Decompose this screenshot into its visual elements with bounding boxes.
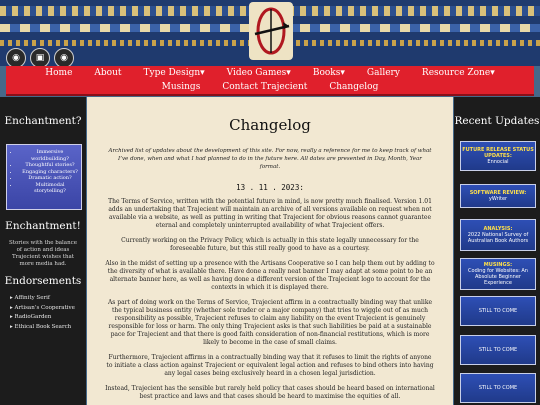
update-card-title: STILL TO COME: [478, 347, 518, 353]
nav-home[interactable]: Home: [45, 68, 73, 78]
caret-down-icon: ▾: [490, 68, 495, 78]
changelog-entry: [105, 198, 435, 405]
page-title: Changelog: [229, 116, 311, 134]
update-card-title: Coding for Websites: An Absolute Beginner Experience: [468, 268, 528, 286]
endorsement-link[interactable]: ▸ Artisan’s Cooperative: [10, 304, 75, 311]
endorsement-link[interactable]: ▸ Affinity Serif: [10, 295, 50, 301]
update-card-kicker: MUSINGS:: [483, 262, 513, 268]
page-intro: Archived list of updates about the development of this site. For now, really a reference for me to keep track of what I’ve done, when and what I had planned to do in the future here. All dates are presented in Day, Month, Year format.: [108, 148, 432, 170]
endorsements-heading: Endorsements: [4, 275, 82, 287]
sidebar-tagline: Stories with the balance of action and ideas Trajecient wishes that more media had.: [9, 240, 77, 267]
update-card[interactable]: [460, 219, 536, 251]
enchantment-bullet: • Dramatic action?: [19, 175, 81, 182]
recent-updates-heading: Recent Updates: [454, 115, 540, 127]
endorsement-label: RadioGarden: [14, 314, 52, 320]
nav-resource-zone-label: Resource Zone: [421, 68, 491, 78]
update-card[interactable]: [460, 141, 536, 171]
update-card-placeholder[interactable]: [460, 335, 536, 365]
entry-paragraph: The Terms of Service, written with the potential future in mind, is now pretty much finalised. Version 1.01 adds an undertaking that Trajecient will maintain an archive of all versions available on request when not available via a website, as well as putting in writing that Trajecient for obvious reasons cannot guarantee eternal and completely uninterrupted availability of what Trajecient offers.: [108, 198, 432, 229]
enchantment-bullet: • Engaging characters?: [19, 169, 81, 176]
entry-paragraph: Also in the midst of setting up a presence with the Artisans Cooperative so I can help them out by adding to the diversity of what is available there. Have done a really neat banner I may adapt at some point to be an alternate banner here, as well as having done a different version of the Trajecient logo to account for the contexts in which it is displayed there.: [105, 260, 435, 291]
update-card-kicker: SOFTWARE REVIEW:: [469, 190, 527, 196]
site-logo[interactable]: [249, 2, 293, 60]
social-icon-1[interactable]: ◉: [6, 48, 26, 66]
enchantment-bullet: • Thoughtful stories?: [19, 162, 81, 169]
enchantment-bullet: • Immersive worldbuilding?: [19, 149, 81, 162]
nav-video-games[interactable]: [216, 66, 302, 80]
nav-musings[interactable]: Musings: [161, 82, 201, 92]
nav-books-label: Books: [312, 68, 341, 78]
entry-paragraph: Furthermore, Trajecient affirms in a contractually binding way that it refuses to limit the rights of anyone to initiate a class action against Trajecient or equivalent legal action and refuses to bind others into having any legal cases being exclusively heard in a chosen legal jurisdiction.: [106, 354, 434, 377]
endorsements-list: [0, 294, 75, 332]
entry-paragraph: Instead, Trajecient has the sensible but rarely held policy that cases should be heard based on international best practice and laws and that cases should be heard to maximise the equities of all.: [105, 385, 435, 400]
caret-down-icon: ▾: [286, 68, 291, 78]
enchantment-heading: Enchantment!: [5, 220, 81, 232]
nav-books[interactable]: [302, 66, 356, 80]
nav-gallery[interactable]: Gallery: [366, 68, 400, 78]
update-card-title: STILL TO COME: [478, 385, 518, 391]
right-sidebar: [454, 97, 540, 405]
update-card-title: 2022 National Survey of Australian Book Authors: [467, 232, 529, 244]
endorsement-link[interactable]: ▸ RadioGarden: [10, 314, 52, 320]
endorsement-link[interactable]: ▸ Ethical Book Search: [10, 323, 72, 330]
enchantment-question-heading: Enchantment?: [4, 115, 82, 127]
endorsement-label: Affinity Serif: [14, 295, 50, 301]
caret-down-icon: ▾: [340, 68, 345, 78]
entry-paragraph: As part of doing work on the Terms of Service, Trajecient affirm in a contractually binding way that unlike the typical business entity (whether sole trader or a major company) that tries to wiggle out of as much responsibility as possible, Trajecient refuses to claim any liability on the event Trajecient is genuinely responsible for loss or harm. The only thing Trajecient asks is that such liabilities be paid at a sustainable pace for Trajecient and that there is good faith consideration of non-financial restitutions, which is more likely to become in the case of small claims.: [107, 299, 433, 346]
update-card-kicker: FUTURE RELEASE STATUS UPDATES:: [462, 147, 534, 159]
nav-contact[interactable]: Contact Trajecient: [222, 82, 308, 92]
nav-type-design-label: Type Design: [143, 68, 201, 78]
update-card-placeholder[interactable]: [460, 373, 536, 403]
nav-video-games-label: Video Games: [226, 68, 287, 78]
main-content: [87, 97, 453, 405]
entry-date: 13 . 11 . 2023:: [236, 183, 304, 192]
nav-resource-zone[interactable]: [411, 66, 506, 80]
nav-type-design[interactable]: [133, 66, 216, 80]
caret-down-icon: ▾: [200, 68, 205, 78]
left-sidebar: [0, 97, 86, 405]
social-icon-3[interactable]: ◉: [54, 48, 74, 66]
nav-about[interactable]: About: [94, 68, 122, 78]
update-card-kicker: ANALYSIS:: [483, 226, 513, 232]
entry-paragraph: Currently working on the Privacy Policy, which is actually in this state legally unnecessary for the foreseeable future, but this still really good to have as a courtesy.: [121, 237, 419, 252]
update-card-title: yWriter: [488, 196, 508, 202]
nav-changelog[interactable]: Changelog: [329, 82, 379, 92]
endorsement-label: Ethical Book Search: [14, 323, 72, 330]
main-nav: [6, 66, 534, 96]
social-icon-2[interactable]: ▣: [30, 48, 50, 66]
update-card[interactable]: [460, 184, 536, 208]
social-links: [6, 48, 74, 66]
update-card-title: STILL TO COME: [478, 308, 518, 314]
update-card[interactable]: [460, 258, 536, 290]
enchantment-bullet: • Multimodal storytelling?: [19, 182, 81, 195]
update-card-title: Ennocial: [487, 159, 509, 165]
update-card-placeholder[interactable]: [460, 296, 536, 326]
endorsement-label: Artisan’s Cooperative: [14, 304, 75, 311]
header-banner: [0, 0, 540, 66]
enchantment-box: [6, 144, 82, 210]
